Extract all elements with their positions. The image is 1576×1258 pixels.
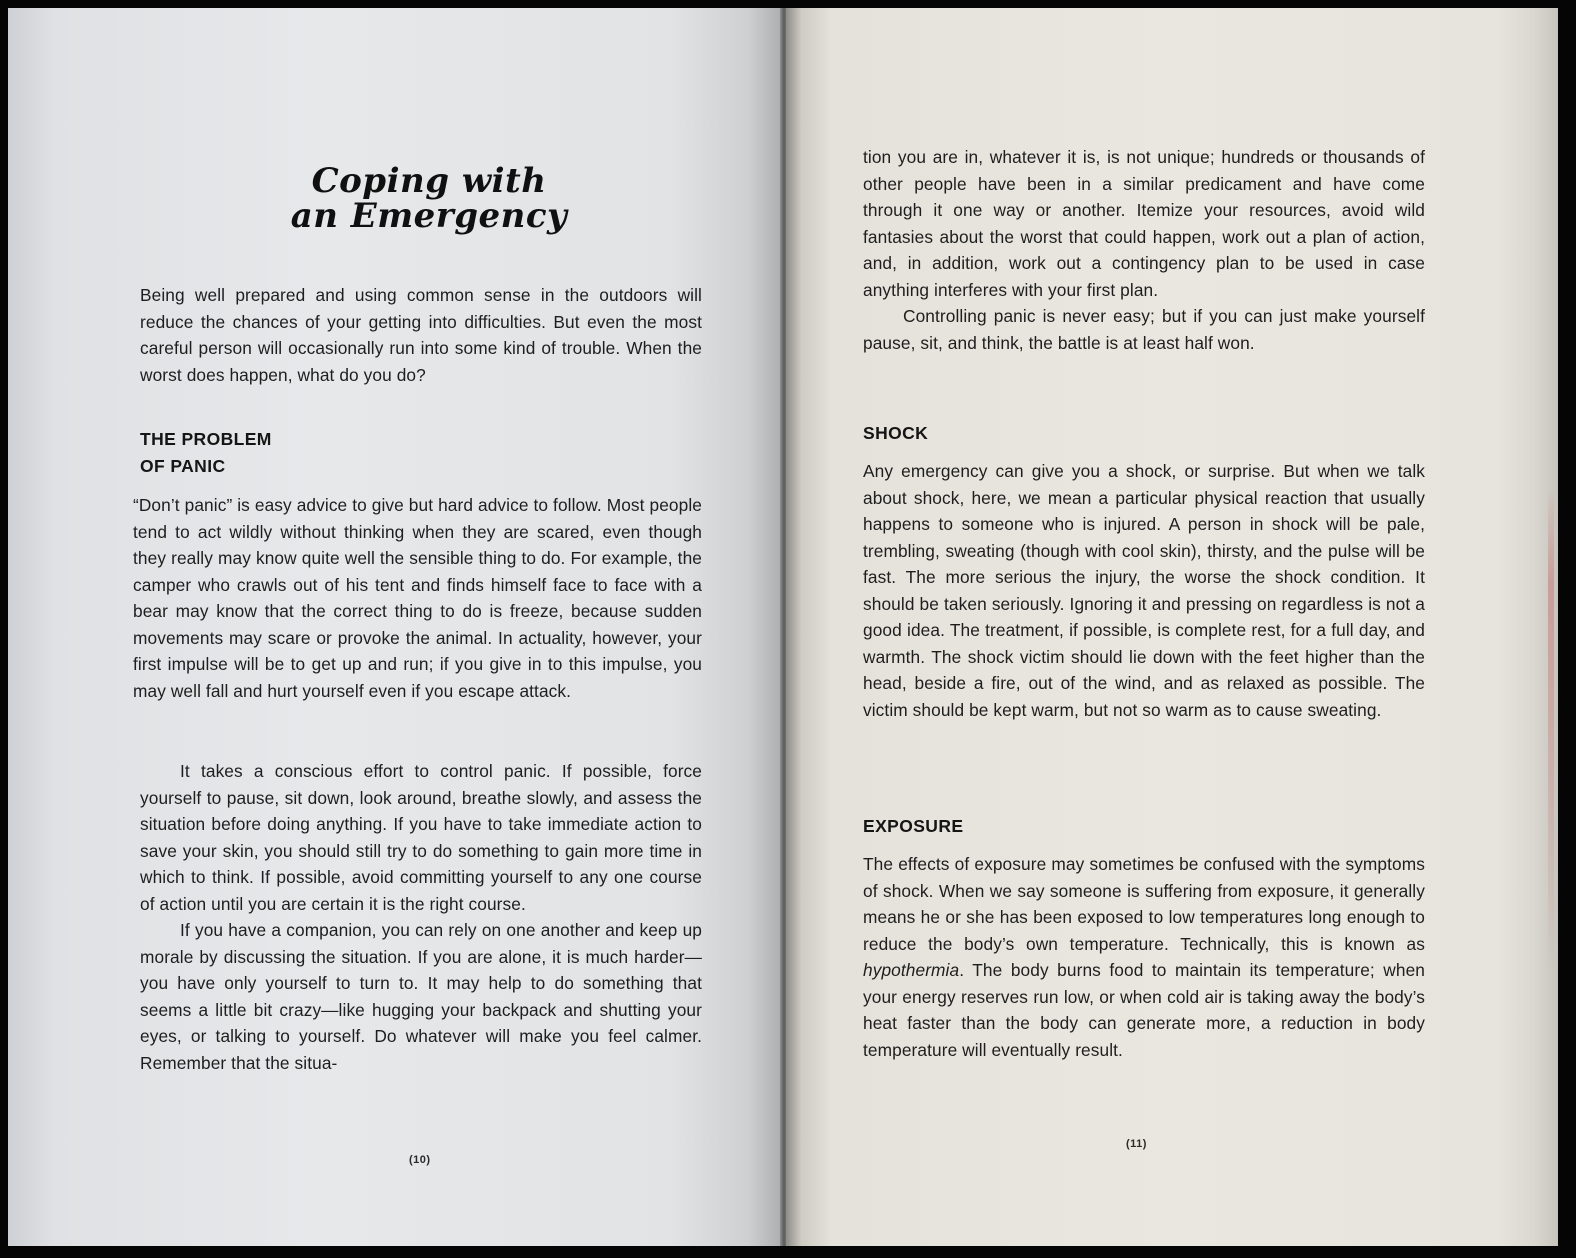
intro-block <box>140 282 702 388</box>
section-heading-panic <box>140 426 702 480</box>
shock-body <box>863 458 1425 723</box>
chapter-title-line-2: an Emergency <box>290 196 568 236</box>
section-heading-shock: SHOCK <box>863 423 929 443</box>
panic-paragraph-1: “Don’t panic” is easy advice to give but hard advice to follow. Most people tend to act wildly without thinking when they are scared, even though they really may know quite well the sensible thing to do. For example, the camper who crawls out of his tent and finds himself face to face with a bear may know that the correct thing to do is freeze, because sudden movements may scare or provoke the animal. In actuality, however, your first impulse will be to get up and run; if you give in to this impulse, you may well fall and hurt yourself even if you escape attack. <box>133 495 702 701</box>
shock-section <box>863 420 1425 447</box>
exposure-body <box>863 851 1425 1063</box>
continuation-paragraph: tion you are in, whatever it is, is not unique; hundreds or thousands of other people have been in a similar predicament and have come through it one way or another. Itemize your resources, avoid wild fantasies about the worst that could happen, work out a plan of action, and, in addition, work out a contingency plan to be used in case anything interferes with your first plan. <box>863 147 1425 300</box>
control-panic-paragraph: Controlling panic is never easy; but if you can just make yourself pause, sit, and think, the battle is at least half won. <box>863 306 1425 353</box>
right-page <box>786 8 1558 1246</box>
section-heading-exposure: EXPOSURE <box>863 816 964 836</box>
panic-body <box>133 492 702 704</box>
section-heading-panic-line-1: THE PROBLEM <box>140 429 272 449</box>
continuation-block <box>863 144 1425 356</box>
section-heading-panic-line-2: OF PANIC <box>140 456 226 476</box>
exposure-text-a: The effects of exposure may sometimes be confused with the symptoms of shock. When we say someone is suffering from exposure, it generally means he or she has been exposed to low temperatures long enough to reduce the body’s own temperature. Technically, this is known as <box>863 854 1425 954</box>
shock-paragraph: Any emergency can give you a shock, or surprise. But when we talk about shock, here, we mean a particular physical reaction that usually happens to someone who is injured. A person in shock will be pale, trembling, sweating (though with cool skin), thirsty, and the pulse will be fast. The more serious the injury, the worse the shock condition. It should be taken seriously. Ignoring it and pressing on regardless is not a good idea. The treatment, if possible, is complete rest, for a full day, and warmth. The shock victim should lie down with the feet higher than the head, beside a fire, out of the wind, and as relaxed as possible. The victim should be kept warm, but not so warm as to cause sweating. <box>863 461 1425 720</box>
panic-paragraph-2: It takes a conscious effort to control panic. If possible, force yourself to pause, sit down, look around, breathe slowly, and assess the situation before doing anything. If you have to take immediate action to save your skin, you should still try to do something to gain more time in which to think. If possible, avoid committing yourself to any one course of action until you are certain it is the right course. <box>140 761 702 914</box>
panic-paragraph-3: If you have a companion, you can rely on one another and keep up morale by discussing the situation. If you are alone, it is much harder—you have only yourself to turn to. It may help to do something that seems a little bit crazy—like hugging your backpack and shutting your eyes, or talking to yourself. Do whatever will make you feel calmer. Remember that the situa- <box>140 920 702 1073</box>
page-number-left: (10) <box>409 1154 431 1166</box>
page-number-right: (11) <box>1126 1138 1147 1150</box>
panic-section <box>140 426 702 480</box>
left-page <box>8 8 786 1246</box>
chapter-title-line-1: Coping with <box>311 161 547 201</box>
chapter-title <box>138 161 720 236</box>
exposure-section <box>863 813 1425 840</box>
panic-body-2 <box>140 758 702 1076</box>
page-edge-stain <box>1548 488 1554 968</box>
hypothermia-term: hypothermia <box>863 960 960 980</box>
intro-paragraph: Being well prepared and using common sense in the outdoors will reduce the chances of your getting into difficulties. But even the most careful person will occasionally run into some kind of trouble. When the worst does happen, what do you do? <box>140 285 702 385</box>
exposure-text-b: . The body burns food to maintain its temperature; when your energy reserves run low, or when cold air is taking away the body’s heat faster than the body can generate more, a reduction in body temperature will eventually result. <box>863 960 1425 1060</box>
exposure-paragraph <box>863 851 1425 1063</box>
